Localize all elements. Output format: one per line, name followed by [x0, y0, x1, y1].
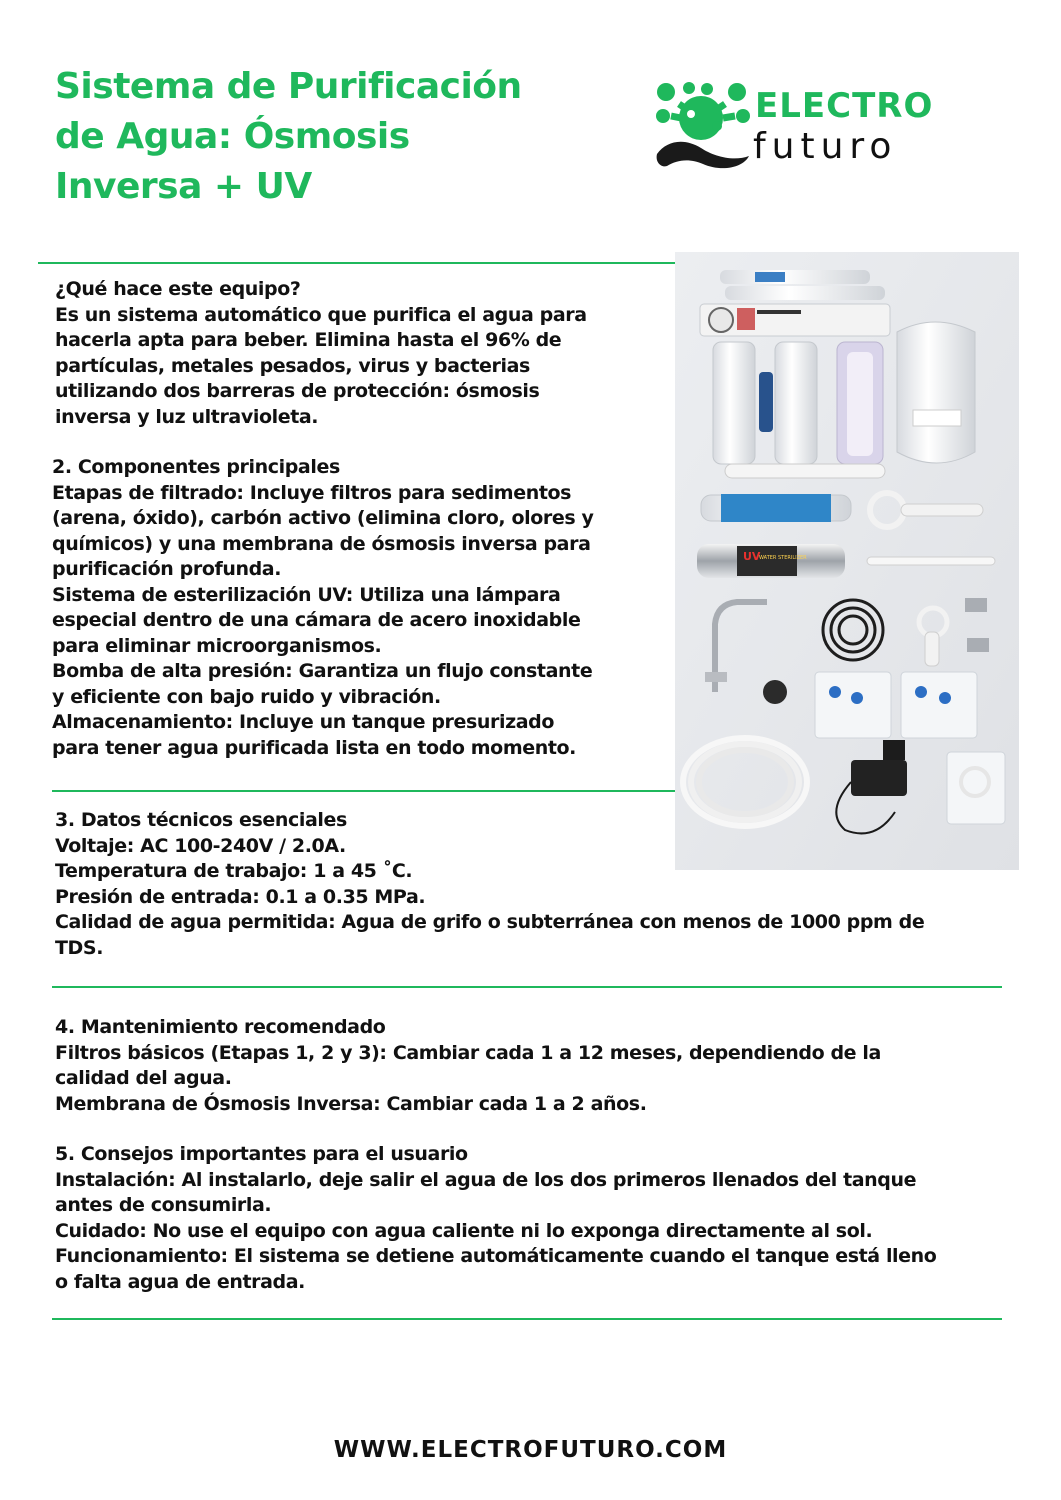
title-line: de Agua: Ósmosis — [55, 116, 410, 157]
section-heading: ¿Qué hace este equipo? — [55, 278, 301, 300]
text-line: químicos) y una membrana de ósmosis inversa para — [52, 532, 591, 555]
text-line: Presión de entrada: 0.1 a 0.35 MPa. — [55, 885, 426, 908]
text-line: Filtros básicos (Etapas 1, 2 y 3): Cambiar cada 1 a 12 meses, dependiendo de la — [55, 1041, 881, 1064]
maintenance-section — [55, 1015, 1015, 1117]
section-heading: 5. Consejos importantes para el usuario — [55, 1143, 468, 1165]
text-line: utilizando dos barreras de protección: ósmosis — [55, 380, 540, 402]
text-line: o falta agua de entrada. — [55, 1270, 305, 1293]
uv-label: UV — [743, 550, 761, 563]
text-line: TDS. — [55, 936, 104, 959]
text-line: inversa y luz ultravioleta. — [55, 405, 319, 428]
text-line: para eliminar microorganismos. — [52, 634, 382, 657]
divider — [52, 986, 1002, 988]
text-line: antes de consumirla. — [55, 1194, 272, 1216]
section-heading: 4. Mantenimiento recomendado — [55, 1016, 386, 1038]
text-line: Instalación: Al instalarlo, deje salir el agua de los dos primeros llenados del tanque — [55, 1168, 917, 1191]
text-line: Es un sistema automático que purifica el agua para — [55, 303, 587, 326]
electrofuturo-logo — [655, 82, 995, 172]
text-line: Bomba de alta presión: Garantiza un flujo constante — [52, 660, 593, 682]
text-line: Cuidado: No use el equipo con agua caliente ni lo exponga directamente al sol. — [55, 1219, 873, 1242]
text-line: partículas, metales pesados, virus y bacterias — [55, 354, 530, 377]
section-heading: 3. Datos técnicos esenciales — [55, 809, 347, 831]
title-line: Sistema de Purificación — [55, 66, 522, 107]
text-line: Temperatura de trabajo: 1 a 45 ˚C. — [55, 860, 413, 882]
text-line: purificación profunda. — [52, 558, 282, 580]
text-line: calidad del agua. — [55, 1067, 232, 1089]
title-line: Inversa + UV — [55, 166, 312, 207]
text-line: hacerla apta para beber. Elimina hasta el 96% de — [55, 329, 562, 351]
divider — [52, 1318, 1002, 1320]
divider — [52, 790, 675, 792]
text-line: Almacenamiento: Incluye un tanque presurizado — [52, 711, 555, 733]
text-line: Etapas de filtrado: Incluye filtros para sedimentos — [52, 481, 572, 504]
text-line: Voltaje: AC 100-240V / 2.0A. — [55, 834, 346, 857]
tips-section — [55, 1142, 1015, 1295]
logo-text-futuro: futuro — [753, 126, 898, 167]
product-photo — [675, 252, 1019, 870]
text-line: Membrana de Ósmosis Inversa: Cambiar cada 1 a 2 años. — [55, 1092, 647, 1115]
text-line: especial dentro de una cámara de acero inoxidable — [52, 609, 581, 631]
product-kit-illustration — [675, 252, 1019, 870]
divider — [38, 262, 675, 264]
uv-sub-label: WATER STERILIZER — [759, 555, 807, 561]
text-line: Sistema de esterilización UV: Utiliza una lámpara — [52, 583, 561, 606]
components-section — [52, 455, 667, 761]
text-line: Calidad de agua permitida: Agua de grifo o subterránea con menos de 1000 ppm de — [55, 911, 925, 933]
specs-section — [55, 808, 1015, 961]
logo-text-electro: ELECTRO — [755, 86, 934, 126]
section-heading: 2. Componentes principales — [52, 456, 340, 478]
text-line: Funcionamiento: El sistema se detiene automáticamente cuando el tanque está lleno — [55, 1245, 937, 1267]
page-title — [55, 62, 615, 212]
website-url: WWW.ELECTROFUTURO.COM — [333, 1437, 728, 1463]
text-line: (arena, óxido), carbón activo (elimina cloro, olores y — [52, 507, 594, 529]
molecule-icon — [655, 82, 751, 174]
text-line: para tener agua purificada lista en todo momento. — [52, 736, 576, 759]
text-line: y eficiente con bajo ruido y vibración. — [52, 685, 441, 708]
intro-section — [55, 277, 655, 430]
